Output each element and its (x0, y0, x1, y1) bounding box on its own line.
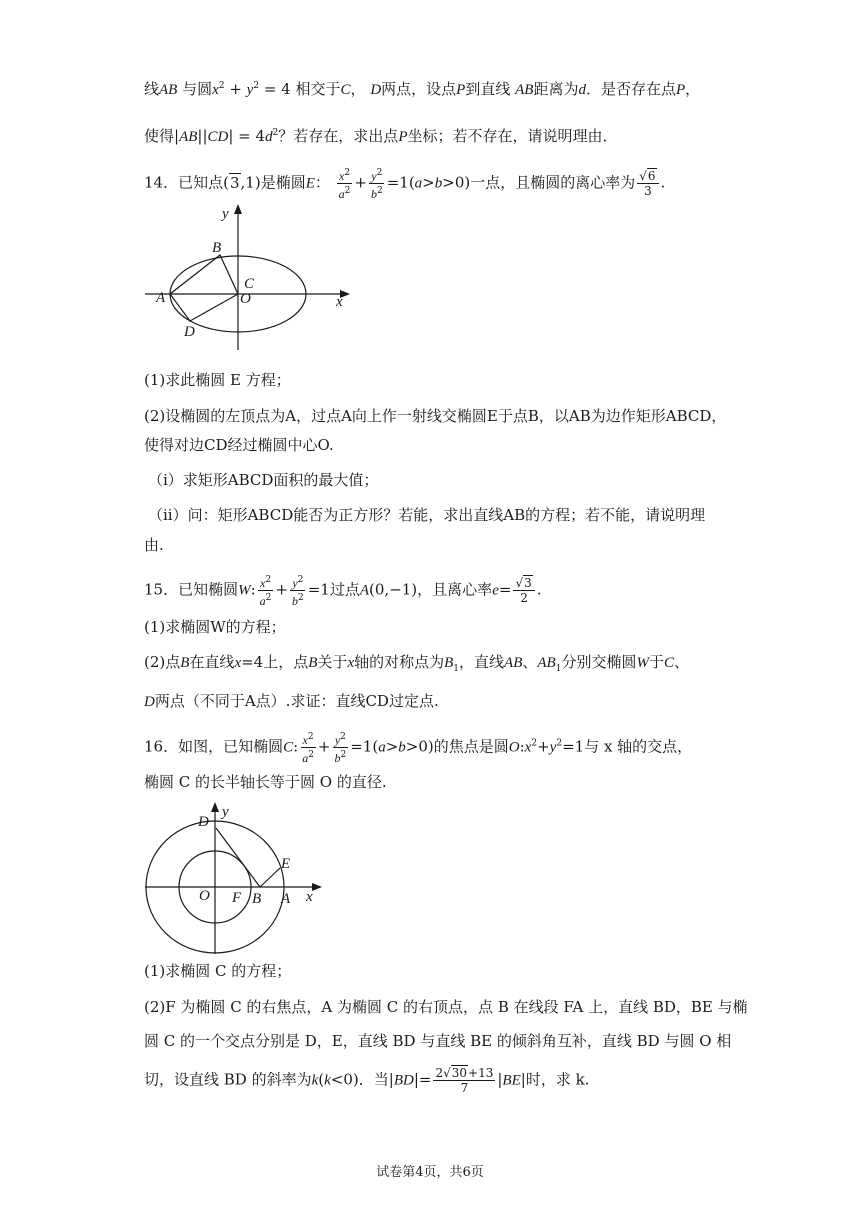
q14-sub-ii-line2 (144, 535, 164, 555)
y-axis-arrow (234, 204, 242, 214)
text: 时，求 k. (525, 1070, 590, 1089)
label-a: A (281, 891, 291, 907)
label-y: y (222, 206, 229, 222)
q13-line-2: 使得$|AB||CD| = 4d^2$？若存在，求出点P坐标；若不存在，请说明理由． (144, 127, 618, 145)
text: 已知点 (178, 173, 224, 192)
text: 两点，设点 (381, 80, 457, 98)
text: (2)设椭圆的左顶点为A，过点A向上作一射线交椭圆E于点B，以AB为边作矩形ABCD， (144, 407, 727, 425)
text: 过点 (329, 580, 360, 599)
q14-part1 (144, 370, 291, 390)
text: 分别交椭圆 (561, 653, 637, 671)
text: 坐标；若不存在，请说明理由． (407, 127, 618, 145)
text: (1)求此椭圆 E 方程； (144, 371, 291, 389)
q16-intro-line2 (144, 772, 387, 792)
text: ．是否存在点 (585, 80, 676, 98)
two-circles-figure (140, 796, 340, 956)
text: 于 (648, 653, 664, 671)
label-f: F (232, 890, 242, 906)
y-axis-arrow (211, 802, 219, 812)
text: 、 (674, 653, 690, 671)
q13-line-1: 线AB 与圆$x^2 + y^2 = 4$ 相交于C， D两点，设点P到直线 AB距离为d．是否存在点P， (144, 80, 701, 98)
text: 上，点 (263, 653, 309, 671)
label-x: x (336, 294, 343, 310)
text: 圆 C 的一个交点分别是 D，E，直线 BD 与直线 BE 的倾斜角互补，直线 BD 与圆 O 相 (144, 1032, 732, 1050)
label-o: O (240, 291, 251, 307)
text: 、 (522, 653, 538, 671)
text: 一点，且椭圆的离心率为 (470, 173, 636, 192)
text: 由. (144, 536, 164, 554)
text: 轴的对称点为 (354, 653, 445, 671)
text: 使得 (144, 127, 175, 145)
label-a: A (156, 290, 166, 306)
text: 如图，已知椭圆 (178, 737, 284, 756)
q15-part1 (144, 617, 286, 637)
question-number: 16． (144, 737, 179, 756)
rectangle-abcd (170, 255, 238, 321)
q14-sub-ii-line1 (148, 505, 705, 525)
q16-part2-line3: 切，设直线 BD 的斜率为k(k<0)．当|BD|= $\frac{2√30+13}{7}$ |BE|时，求 k. (144, 1066, 590, 1095)
text: 到直线 (465, 80, 511, 98)
q16-part2-line1 (144, 997, 748, 1017)
text: ， (685, 80, 701, 98)
q15-part2-line2: D两点（不同于A点）.求证：直线CD过定点. (144, 692, 439, 710)
text: 已知椭圆 (178, 580, 239, 599)
text: 两点（不同于A点）.求证：直线CD过定点. (154, 692, 439, 710)
q16-part2-line2 (144, 1031, 731, 1051)
page-footer: 试卷第4页，共6页 (376, 1165, 484, 1180)
text: （ii）问：矩形ABCD能否为正方形？若能，求出直线AB的方程；若不能，请说明理 (148, 506, 706, 524)
text: ，直线 (459, 653, 505, 671)
q14-part2-line1 (144, 406, 726, 426)
text: ．当 (358, 1070, 389, 1089)
q16-part1 (144, 961, 291, 981)
ellipse-rectangle-figure (140, 200, 360, 360)
q15-part2-line1: (2)点B在直线x=4上，点B关于x轴的对称点为$B_1$，直线AB、$AB_1$分别交椭圆W于C、 (144, 653, 690, 674)
text: (1)求椭圆 C 的方程； (144, 962, 292, 980)
text: 是椭圆 (260, 173, 306, 192)
x-axis-arrow (312, 883, 322, 891)
q14-part2-line2 (144, 435, 334, 455)
label-d: D (184, 324, 195, 340)
label-o: O (199, 888, 210, 904)
line-be (260, 868, 280, 887)
text: 使得对边CD经过椭圆中心O. (144, 436, 334, 454)
label-x: x (306, 889, 313, 905)
q14-sub-i (148, 470, 378, 490)
text: (2)F 为椭圆 C 的右焦点，A 为椭圆 C 的右顶点，点 B 在线段 FA 上，直线 BD，BE 与椭 (144, 998, 748, 1016)
label-y: y (222, 804, 229, 820)
text: 椭圆 C 的长半轴长等于圆 O 的直径. (144, 773, 387, 791)
text: 距离为 (533, 80, 579, 98)
label-e: E (281, 856, 291, 872)
label-b: B (212, 240, 222, 256)
q14-intro: 14．已知点(3,1)是椭圆E： $\frac{x^2}{a^2}$ + $\frac{y^2}{b^2}$ =1(a>b>0)一点，且椭圆的离心率为 $\frac{√6}{3}$ . (144, 168, 666, 201)
text: 相交于 (295, 80, 341, 98)
question-number: 14． (144, 173, 179, 192)
text: (2)点 (144, 653, 181, 671)
text: 与 x 轴的交点， (584, 737, 693, 756)
text: 的焦点是圆 (433, 737, 509, 756)
label-c: C (244, 276, 255, 292)
text: 线 (144, 80, 160, 98)
line-bd (216, 828, 260, 887)
label-b: B (252, 891, 262, 907)
question-number: 15． (144, 580, 179, 599)
text: （i）求矩形ABCD面积的最大值； (148, 471, 379, 489)
text: 关于 (317, 653, 348, 671)
text: 在直线 (189, 653, 235, 671)
q16-intro: 16．如图，已知椭圆C: $\frac{x^2}{a^2}$ + $\frac{y^2}{b^2}$ =1(a>b>0)的焦点是圆$O:x^2+y^2=1$与 x 轴的交点， (144, 732, 693, 765)
label-d: D (198, 814, 209, 830)
text: (1)求椭圆W的方程； (144, 618, 286, 636)
text: 与圆 (182, 80, 213, 98)
q15-intro: 15．已知椭圆W: $\frac{x^2}{a^2}$ + $\frac{y^2}{b^2}$ =1过点A(0,−1)，且离心率e= $\frac{√3}{2}$ . (144, 575, 542, 608)
text: ，且离心率 (417, 580, 493, 599)
text: 切，设直线 BD 的斜率为 (144, 1070, 312, 1089)
text: ？若存在，求出点 (278, 127, 399, 145)
text: ， (350, 80, 366, 98)
